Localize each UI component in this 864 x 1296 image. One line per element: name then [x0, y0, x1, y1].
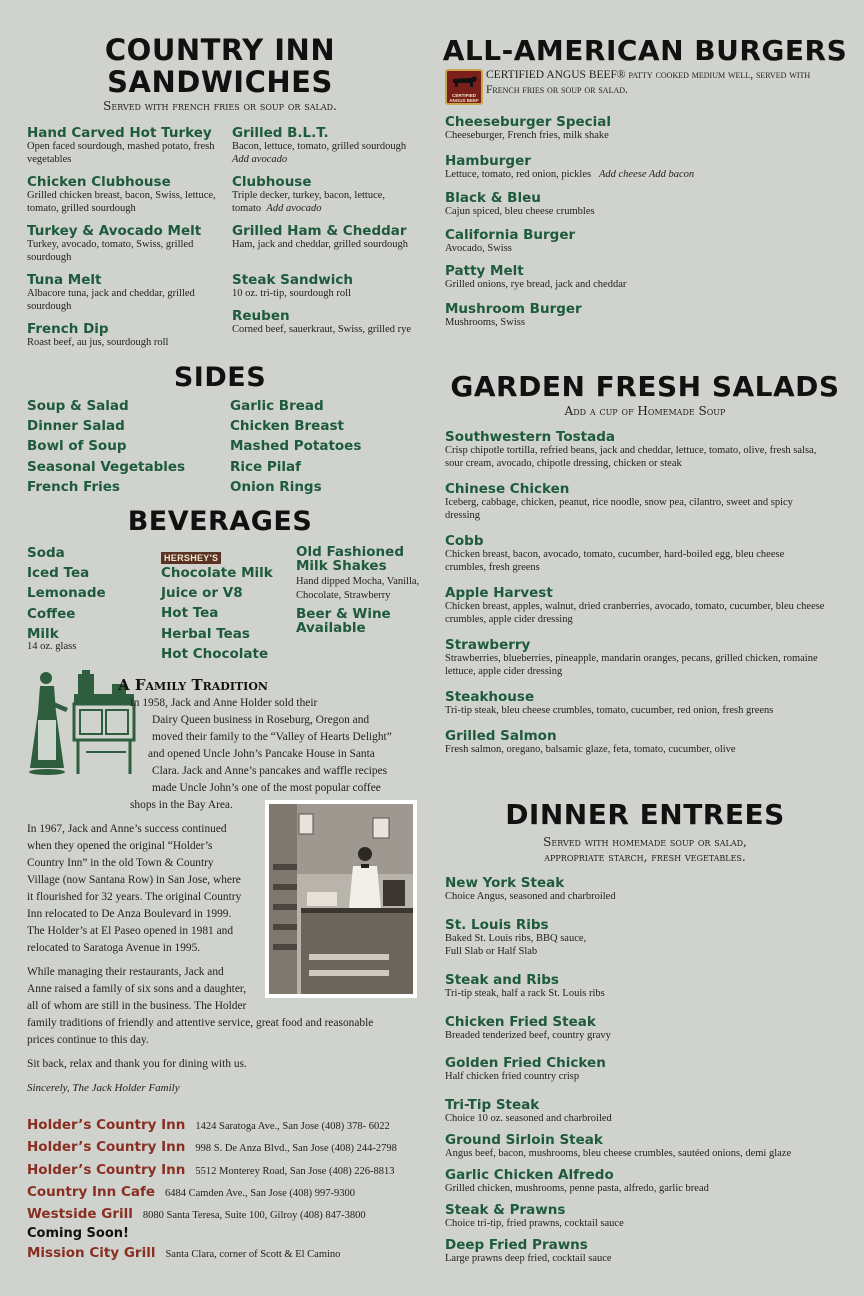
menu-item: Cheeseburger Special Cheeseburger, French fries, milk shake — [445, 114, 612, 141]
hersheys-logo: HERSHEY'S — [161, 552, 221, 564]
entrees-list — [445, 875, 845, 1269]
shakes-title-1: Old Fashioned — [296, 544, 404, 560]
menu-item: Apple Harvest Chicken breast, apples, walnut, dried cranberries, avocado, tomato, cucumber, bleu cheese crumbles, apple cider dressing — [445, 585, 825, 625]
menu-item: Garlic Chicken Alfredo Grilled chicken, mushrooms, penne pasta, alfredo, garlic bread — [445, 1167, 709, 1194]
menu-item: New York Steak Choice Angus, seasoned and charbroiled — [445, 875, 616, 902]
menu-item: Grilled Ham & Cheddar Ham, jack and cheddar, grilled sourdough — [232, 223, 408, 250]
menu-item: Golden Fried Chicken Half chicken fried country crisp — [445, 1055, 606, 1082]
locations-list — [27, 1114, 427, 1225]
shakes-desc: Hand dipped Mocha, Vanilla, Chocolate, Strawberry — [296, 576, 420, 601]
list-item: Soup & Salad — [27, 398, 129, 414]
shakes-title-2: Milk Shakes — [296, 558, 387, 574]
beverages-col2 — [161, 546, 291, 664]
list-item: Soda — [27, 545, 65, 561]
location-entry: Country Inn Cafe 6484 Camden Ave., San Jose (408) 997-9300 — [27, 1183, 355, 1200]
beverages-title: BEVERAGES — [127, 506, 313, 537]
menu-item: Deep Fried Prawns Large prawns deep fried, cocktail sauce — [445, 1237, 612, 1264]
coming-soon-location: Mission City Grill Santa Clara, corner of Scott & El Camino — [27, 1245, 341, 1261]
list-item: French Fries — [27, 478, 120, 495]
beer-line-2: Available — [296, 620, 366, 636]
list-item: Lemonade — [27, 585, 106, 602]
menu-item: Steak & Prawns Choice tri-tip, fried prawns, cocktail sauce — [445, 1202, 624, 1229]
tradition-paragraph-3: While managing their restaurants, Jack and Anne raised a family of six sons and a daughter, all of whom are still in the business. The Holder family traditions of friendly and attentive service, great food and reasonable prices continue to this day. — [27, 966, 374, 1046]
sandwiches-subtitle: Served with french fries or soup or salad. — [103, 99, 337, 113]
menu-item: Chicken Clubhouse Grilled chicken breast, bacon, Swiss, lettuce, tomato, grilled sourdough — [27, 174, 216, 214]
menu-item: Strawberry Strawberries, blueberries, pineapple, mandarin oranges, pecans, grilled chicken, romaine lettuce, apple cider dressing — [445, 637, 818, 677]
menu-item: California Burger Avocado, Swiss — [445, 227, 576, 254]
tradition-paragraph-2: In 1967, Jack and Anne’s success continued when they opened the original “Holder’s Country Inn” in the old Town & Country Village (now Santana Row) in San Jose, where it flourished for 32 years. The original Country Inn relocated to De Anza Boulevard in 1999. The Holder’s at El Paseo opened in 1981 and relocated to Saratoga Avenue in 1995. — [27, 823, 242, 954]
list-item: Chocolate Milk — [161, 565, 273, 581]
menu-item: Ground Sirloin Steak Angus beef, bacon, mushrooms, bleu cheese crumbles, sautéed onions, demi glaze — [445, 1132, 792, 1159]
list-item: Hot Tea — [161, 605, 219, 622]
menu-item: Hand Carved Hot Turkey Open faced sourdough, mashed potato, fresh vegetables — [27, 125, 215, 165]
milk-note: 14 oz. glass — [27, 641, 77, 653]
menu-item: Grilled Salmon Fresh salmon, oregano, balsamic glaze, feta, tomato, cucumber, olive — [445, 728, 736, 755]
entrees-title: DINNER ENTREES — [505, 798, 785, 831]
list-item: Garlic Bread — [230, 398, 324, 414]
menu-item: Chicken Fried Steak Breaded tenderized beef, country gravy — [445, 1014, 611, 1041]
list-item: Hot Chocolate — [161, 645, 269, 662]
sandwiches-title: COUNTRY INN SANDWICHES — [104, 33, 336, 99]
burgers-list — [445, 114, 845, 331]
menu-item: Cobb Chicken breast, bacon, avocado, tomato, cucumber, hard-boiled egg, bleu cheese crumbles, fresh greens — [445, 533, 785, 573]
location-entry: Holder’s Country Inn 5512 Monterey Road, San Jose (408) 226-8813 — [27, 1161, 395, 1178]
menu-item: Turkey & Avocado Melt Turkey, avocado, tomato, Swiss, grilled sourdough — [27, 223, 202, 263]
tradition-title: A Family Tradition — [118, 676, 268, 694]
list-item: Coffee — [27, 605, 76, 622]
menu-item: Hamburger Lettuce, tomato, red onion, pickles Add cheese Add bacon — [445, 153, 695, 180]
list-item: Herbal Teas — [161, 625, 250, 642]
sides-left-list — [27, 396, 222, 497]
menu-item: Steak Sandwich 10 oz. tri-tip, sourdough roll — [232, 272, 353, 299]
list-item: Milk — [27, 625, 59, 642]
menu-item: Steak and Ribs Tri-tip steak, half a rack St. Louis ribs — [445, 972, 605, 999]
menu-item: Chinese Chicken Iceberg, cabbage, chicken, peanut, rice noodle, snow pea, cilantro, sweet and spicy dressing — [445, 481, 793, 521]
menu-item: French Dip Roast beef, au jus, sourdough roll — [27, 321, 169, 348]
burgers-title: ALL-AMERICAN BURGERS — [442, 34, 848, 67]
sandwiches-left-list — [27, 125, 217, 360]
tradition-paragraph-4: Sit back, relax and thank you for dining with us. — [27, 1058, 247, 1070]
sides-right-list — [230, 396, 420, 497]
sides-title: SIDES — [173, 362, 267, 393]
burgers-subtitle: CERTIFIED ANGUS BEEF® patty cooked medium well, served with French fries or soup or salad. — [486, 69, 811, 96]
sandwiches-right-list — [232, 125, 412, 357]
menu-item: Reuben Corned beef, sauerkraut, Swiss, grilled rye — [232, 308, 412, 335]
menu-item: Tuna Melt Albacore tuna, jack and cheddar, grilled sourdough — [27, 272, 195, 312]
list-item: Onion Rings — [230, 478, 322, 495]
salads-subtitle: Add a cup of Homemade Soup — [564, 404, 726, 418]
list-item: Bowl of Soup — [27, 438, 127, 455]
beer-line-1: Beer & Wine — [296, 606, 391, 622]
menu-item: St. Louis Ribs Baked St. Louis ribs, BBQ sauce, Full Slab or Half Slab — [445, 917, 587, 957]
menu-item: Mushroom Burger Mushrooms, Swiss — [445, 301, 582, 328]
menu-item: Tri-Tip Steak Choice 10 oz. seasoned and charbroiled — [445, 1097, 612, 1124]
list-item: Rice Pilaf — [230, 458, 302, 475]
entrees-subtitle: Served with homemade soup or salad, appropriate starch, fresh vegetables. — [543, 835, 747, 864]
menu-item: Southwestern Tostada Crisp chipotle tortilla, refried beans, jack and cheddar, lettuce, tomato, olive, fresh salsa, sour cream, avocado, chipotle dressing, chicken or steak — [445, 429, 817, 469]
list-item: Mashed Potatoes — [230, 438, 362, 455]
list-item: Seasonal Vegetables — [27, 458, 186, 475]
coming-soon-label: Coming Soon! — [27, 1226, 129, 1241]
list-item: Chicken Breast — [230, 418, 344, 435]
cow-icon — [447, 73, 481, 89]
location-entry: Westside Grill 8080 Santa Teresa, Suite 100, Gilroy (408) 847-3800 — [27, 1206, 366, 1223]
list-item: Iced Tea — [27, 565, 90, 582]
menu-item: Clubhouse Triple decker, turkey, bacon, lettuce, tomato Add avocado — [232, 174, 386, 214]
location-entry: Holder’s Country Inn 1424 Saratoga Ave., San Jose (408) 378- 6022 — [27, 1117, 390, 1133]
menu-item: Patty Melt Grilled onions, rye bread, jack and cheddar — [445, 263, 627, 290]
tradition-paragraph-1: In 1958, Jack and Anne Holder sold their Dairy Queen business in Roseburg, Oregon and moved their family to the “Valley of Hearts Delight” and opened Uncle John’s Pancake House in Santa Clara. Jack and Anne’s pancakes and waffle recipes made Uncle John’s one of the most popular coffee shops in the Bay Area. — [130, 697, 392, 811]
salads-list — [445, 429, 825, 758]
list-item: Juice or V8 — [161, 585, 243, 602]
beverages-col3 — [296, 545, 421, 635]
location-entry: Holder’s Country Inn 998 S. De Anza Blvd., San Jose (408) 244-2798 — [27, 1139, 397, 1156]
tradition-signature: Sincerely, The Jack Holder Family — [27, 1082, 180, 1094]
list-item: Dinner Salad — [27, 418, 125, 435]
salads-title: GARDEN FRESH SALADS — [450, 370, 840, 403]
menu-item: Grilled B.L.T. Bacon, lettuce, tomato, grilled sourdough Add avocado — [232, 125, 407, 165]
beverages-col1 — [27, 543, 147, 654]
certified-angus-beef-logo: CERTIFIED ANGUS BEEF — [445, 69, 483, 105]
menu-item: Steakhouse Tri-tip steak, bleu cheese crumbles, tomato, cucumber, red onion, fresh greens — [445, 689, 774, 716]
menu-item: Black & Bleu Cajun spiced, bleu cheese crumbles — [445, 190, 595, 217]
